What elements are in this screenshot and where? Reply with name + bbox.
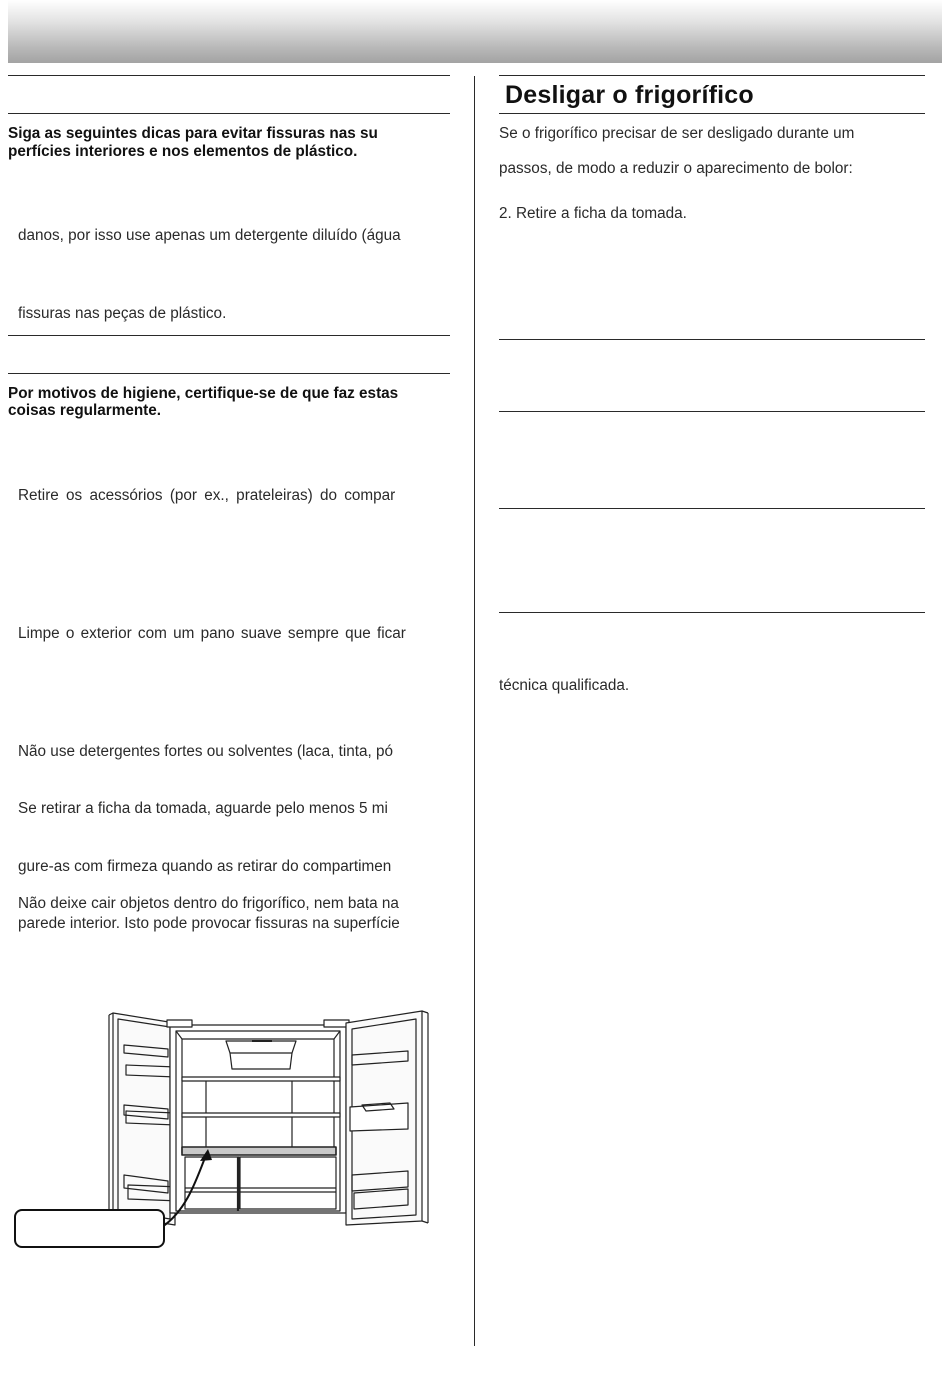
section-title: Desligar o frigorífico [505, 81, 754, 109]
para-drop-line-1: Não deixe cair objetos dentro do frigorífico, nem bata na [18, 895, 399, 912]
para-technical: técnica qualificada. [499, 677, 630, 694]
hygiene-bold-line-1: Por motivos de higiene, certifique-se de que faz estas [8, 385, 399, 402]
para-plug: Se retirar a ficha da tomada, aguarde pelo menos 5 mi [18, 800, 388, 817]
fridge-illustration [10, 1005, 435, 1255]
left-rule-top [8, 75, 450, 76]
right-rule-4 [499, 612, 925, 613]
para-firmly: gure-as com firmeza quando as retirar do compartimen [18, 858, 392, 875]
page-header-bar [8, 0, 942, 63]
intro-bold-line-1: Siga as seguintes dicas para evitar fissuras nas su [8, 125, 378, 142]
para-cracks: fissuras nas peças de plástico. [18, 305, 227, 322]
column-divider [474, 76, 475, 1346]
para-drop-line-2: parede interior. Isto pode provocar fissuras na superfície [18, 915, 400, 932]
right-rule-2 [499, 411, 925, 412]
hygiene-bold-line-2: coisas regularmente. [8, 402, 162, 419]
para-accessories: Retire os acessórios (por ex., prateleiras) do compar [18, 487, 396, 504]
para-exterior: Limpe o exterior com um pano suave sempre que ficar [18, 625, 406, 642]
para-intro-line-2: passos, de modo a reduzir o aparecimento de bolor: [499, 160, 853, 177]
left-rule-section2 [8, 373, 450, 374]
right-rule-3 [499, 508, 925, 509]
para-detergent: danos, por isso use apenas um detergente diluído (água [18, 227, 401, 244]
right-rule-title [499, 113, 925, 114]
para-solvents: Não use detergentes fortes ou solventes (laca, tinta, pó [18, 743, 393, 760]
right-rule-1 [499, 339, 925, 340]
left-rule-section2-top [8, 335, 450, 336]
para-intro-line-1: Se o frigorífico precisar de ser desligado durante um [499, 125, 855, 142]
left-rule-section1 [8, 113, 450, 114]
step-2: 2. Retire a ficha da tomada. [499, 205, 687, 222]
right-rule-top [499, 75, 925, 76]
intro-bold-line-2: perfícies interiores e nos elementos de plástico. [8, 143, 358, 160]
callout-box [15, 1210, 164, 1247]
